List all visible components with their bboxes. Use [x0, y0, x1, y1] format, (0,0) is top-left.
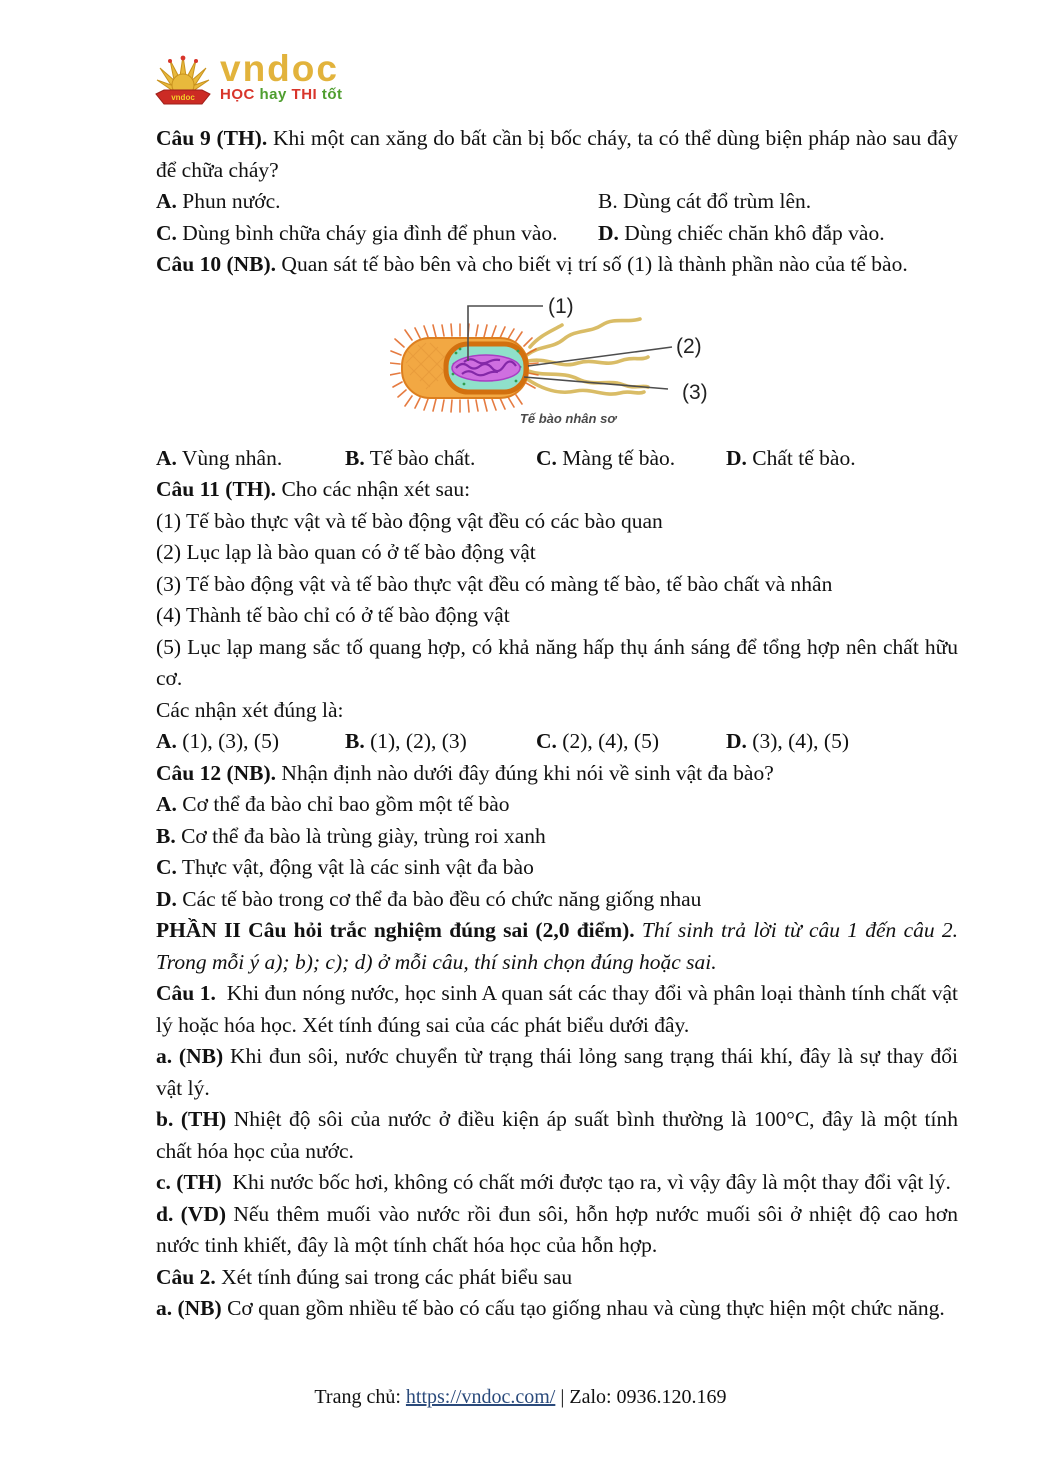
option-12-c — [156, 852, 958, 884]
vndoc-logo — [152, 48, 343, 114]
part2-q1-item-a — [156, 1041, 958, 1104]
option-9-a-text: Phun nước. — [182, 189, 281, 213]
question-12-label: Câu 12 (NB). — [156, 760, 277, 785]
option-12-a — [156, 789, 958, 821]
option-9-d-key: D. — [598, 220, 619, 245]
part2-q1-item-d-key: d. (VD) — [156, 1201, 227, 1226]
option-12-c-key: C. — [156, 855, 177, 879]
diagram-caption: Tế bào nhân sơ — [519, 410, 617, 426]
question-12 — [156, 758, 958, 790]
option-9-c-text: Dùng bình chữa cháy gia đình để phun vào. — [182, 220, 558, 245]
logo-text-block — [220, 48, 343, 104]
statement-1: (1) Tế bào thực vật và tế bào động vật đều có các bào quan — [156, 508, 663, 533]
option-10-c — [536, 443, 726, 475]
logo-brand: vndoc — [220, 48, 339, 89]
footer-suffix: | Zalo: 0936.120.169 — [555, 1386, 727, 1408]
question-10-label: Câu 10 (NB). — [156, 252, 277, 276]
option-12-b-key: B. — [156, 823, 176, 848]
question-11 — [156, 474, 958, 506]
homepage-link[interactable]: https://vndoc.com/ — [405, 1386, 556, 1408]
option-12-d-key: D. — [156, 886, 177, 911]
nucleoid-region — [452, 355, 520, 381]
cell-figure — [390, 289, 720, 431]
part2-heading-italic: Thí sinh trả lời từ câu 1 đến câu 2. Trong mỗi ý a); b); c); d) ở mỗi câu, thí sinh chọn đúng hoặc sai. — [156, 918, 958, 974]
question-9-options-row-2 — [156, 218, 958, 250]
option-10-a-key: A. — [156, 445, 177, 470]
part2-question-2-text: Xét tính đúng sai trong các phát biểu sau — [221, 1264, 573, 1289]
question-11-options-row — [156, 726, 958, 758]
question-11-label: Câu 11 (TH). — [156, 477, 277, 501]
tagline-word-hay: hay — [259, 86, 287, 103]
part2-q1-item-d — [156, 1199, 958, 1262]
option-12-d-text: Các tế bào trong cơ thể đa bào đều có chức năng giống nhau — [182, 886, 702, 911]
option-12-a-text: Cơ thể đa bào chỉ bao gồm một tế bào — [182, 792, 510, 816]
option-11-d — [726, 726, 958, 758]
option-10-c-key: C. — [536, 445, 557, 470]
question-9 — [156, 123, 958, 186]
option-12-d — [156, 884, 958, 916]
option-11-b — [345, 726, 536, 758]
statement-5: (5) Lục lạp mang sắc tố quang hợp, có khả năng hấp thụ ánh sáng để tổng hợp nên chất hữu cơ. — [156, 634, 958, 690]
option-10-d — [726, 443, 958, 475]
option-10-b — [345, 443, 536, 475]
option-9-b — [598, 186, 958, 218]
option-9-a — [156, 186, 598, 218]
option-11-a — [156, 726, 345, 758]
diagram-label-1: (1) — [548, 294, 574, 318]
tagline-word-thi: THI — [291, 86, 318, 103]
statement-4: (4) Thành tế bào chỉ có ở tế bào động vật — [156, 603, 510, 627]
option-10-b-key: B. — [345, 445, 365, 470]
option-11-b-key: B. — [345, 729, 365, 753]
footer-prefix: Trang chủ: — [314, 1386, 406, 1408]
part2-q2-item-a-text: Cơ quan gồm nhiều tế bào có cấu tạo giống nhau và cùng thực hiện một chức năng. — [227, 1296, 945, 1320]
part2-q1-item-b — [156, 1104, 958, 1167]
option-12-b — [156, 821, 958, 853]
option-11-d-text: (3), (4), (5) — [752, 729, 849, 753]
part2-question-1-label: Câu 1. — [156, 981, 216, 1005]
question-10-text: Quan sát tế bào bên và cho biết vị trí số (1) là thành phần nào của tế bào. — [281, 252, 908, 276]
page-footer — [0, 1386, 1041, 1409]
question-9-options-row-1 — [156, 186, 958, 218]
part2-question-1 — [156, 978, 958, 1041]
question-11-prompt: Các nhận xét đúng là: — [156, 697, 344, 722]
part2-question-2-label: Câu 2. — [156, 1264, 216, 1289]
part2-q1-item-c — [156, 1167, 958, 1199]
option-10-d-key: D. — [726, 445, 747, 470]
option-11-c-key: C. — [536, 729, 557, 753]
option-9-a-key: A. — [156, 189, 177, 213]
option-9-d — [598, 218, 958, 250]
statement-2: (2) Lục lạp là bào quan có ở tế bào động vật — [156, 540, 536, 564]
question-12-text: Nhận định nào dưới đây đúng khi nói về sinh vật đa bào? — [281, 760, 774, 785]
diagram-label-2: (2) — [676, 334, 702, 358]
vndoc-crest-icon — [152, 52, 214, 114]
option-9-c — [156, 218, 598, 250]
option-11-d-key: D. — [726, 729, 747, 753]
option-11-a-key: A. — [156, 729, 177, 753]
part2-question-1-text: Khi đun nóng nước, học sinh A quan sát các thay đổi và phân loại thành tính chất vật lý hoặc hóa học. Xét tính đúng sai của các phát biểu dưới đây. — [156, 981, 959, 1037]
option-9-b-key: B. — [598, 189, 618, 213]
part2-q1-item-b-text: Nhiệt độ sôi của nước ở điều kiện áp suất bình thường là 100°C, đây là một tính chất hóa học của nước. — [156, 1107, 958, 1163]
tagline-word-tot: tốt — [321, 86, 343, 103]
option-9-b-text: Dùng cát đổ trùm lên. — [623, 189, 812, 213]
logo-tagline — [220, 86, 343, 104]
option-10-a — [156, 443, 345, 475]
option-12-a-key: A. — [156, 792, 177, 816]
option-9-d-text: Dùng chiếc chăn khô đắp vào. — [624, 220, 885, 245]
option-11-a-text: (1), (3), (5) — [182, 729, 279, 753]
part2-heading — [156, 915, 958, 978]
part2-q1-item-a-key: a. (NB) — [156, 1044, 224, 1068]
crest-banner-text: vndoc — [171, 93, 195, 102]
question-10 — [156, 249, 958, 281]
part2-heading-bold: PHẦN II Câu hỏi trắc nghiệm đúng sai (2,0 điểm). — [156, 918, 635, 942]
option-10-c-text: Màng tế bào. — [562, 445, 676, 470]
question-10-options-row — [156, 443, 958, 475]
part2-q1-item-d-text: Nếu thêm muối vào nước rồi đun sôi, hỗn hợp nước muối sôi ở nhiệt độ cao hơn nước tinh khiết, đây là một tính chất hóa học của hỗn hợp. — [156, 1201, 959, 1257]
option-10-a-text: Vùng nhân. — [181, 445, 283, 470]
option-12-b-text: Cơ thể đa bào là trùng giày, trùng roi xanh — [181, 823, 546, 848]
option-12-c-text: Thực vật, động vật là các sinh vật đa bào — [181, 855, 534, 879]
option-10-d-text: Chất tế bào. — [752, 445, 856, 470]
part2-q1-item-a-text: Khi đun sôi, nước chuyển từ trạng thái lỏng sang trạng thái khí, đây là sự thay đổi vật lý. — [156, 1044, 959, 1100]
part2-question-2 — [156, 1262, 958, 1294]
part2-q1-item-c-key: c. (TH) — [156, 1170, 222, 1194]
statement-3: (3) Tế bào động vật và tế bào thực vật đều có màng tế bào, tế bào chất và nhân — [156, 571, 833, 596]
diagram-label-3: (3) — [682, 380, 708, 404]
question-9-label: Câu 9 (TH). — [156, 126, 268, 150]
option-11-b-text: (1), (2), (3) — [370, 729, 467, 753]
option-11-c — [536, 726, 726, 758]
part2-q2-item-a-key: a. (NB) — [156, 1296, 222, 1320]
part2-q1-item-b-key: b. (TH) — [156, 1107, 227, 1131]
option-11-c-text: (2), (4), (5) — [562, 729, 659, 753]
part2-q1-item-c-text: Khi nước bốc hơi, không có chất mới được tạo ra, vì vậy đây là một thay đổi vật lý. — [232, 1170, 951, 1194]
tagline-word-hoc: HỌC — [220, 86, 255, 103]
option-10-b-text: Tế bào chất. — [369, 445, 476, 470]
question-9-text: Khi một can xăng do bất cần bị bốc cháy, ta có thể dùng biện pháp nào sau đây để chữa cháy? — [156, 126, 959, 182]
prokaryote-cell-diagram — [390, 289, 958, 431]
question-11-intro: Cho các nhận xét sau: — [281, 477, 471, 501]
exam-content — [156, 123, 958, 1325]
option-9-c-key: C. — [156, 220, 177, 245]
part2-q2-item-a — [156, 1293, 958, 1325]
